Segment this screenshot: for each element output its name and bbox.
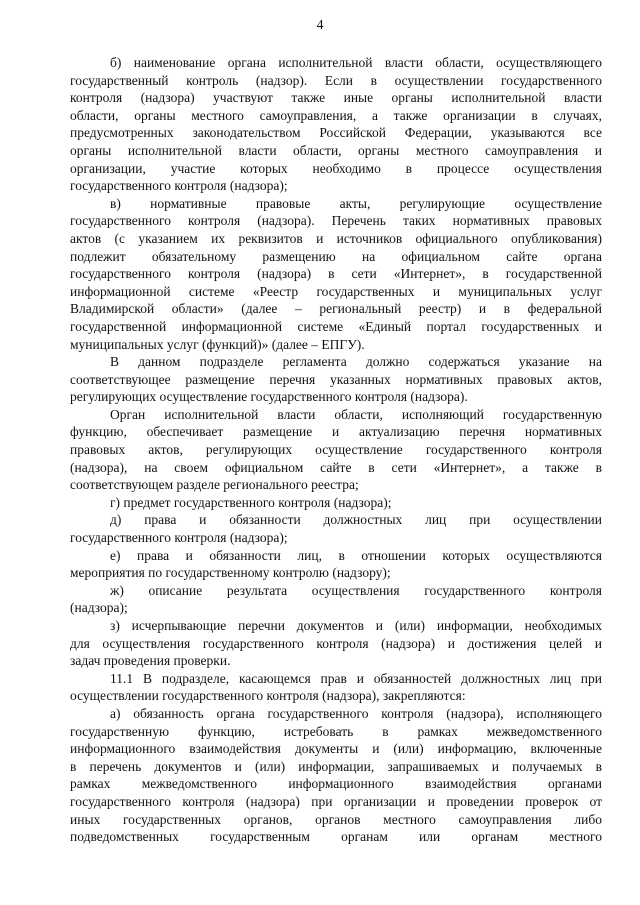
paragraph <box>70 353 602 406</box>
text-line: В данном подразделе регламента должно содержаться указание на <box>110 354 602 370</box>
paragraph <box>70 511 602 546</box>
paragraph <box>70 406 602 494</box>
text-line: контроля (надзора) участвуют также иные органы исполнительной власти <box>70 90 602 106</box>
text-line: государственного контроля (надзора). Перечень таких нормативных правовых <box>70 213 602 229</box>
text-line: предусмотренных законодательством Российской Федерации, указываются все <box>70 125 602 141</box>
text-line: информационной системе «Реестр государственных и муниципальных услуг <box>70 283 602 299</box>
text-line: мероприятия по государственному контролю (надзору); <box>70 565 391 581</box>
text-line: регулирующих осуществление государственного контроля (надзора). <box>70 389 468 405</box>
text-line: Орган исполнительной власти области, исполняющий государственную <box>110 406 602 422</box>
text-line: актов (с указанием их реквизитов и источников официального опубликования) <box>70 230 602 246</box>
text-line: д) права и обязанности должностных лиц при осуществлении <box>110 512 602 528</box>
page-number: 4 <box>316 18 324 33</box>
text-line: иных государственных органов, органов местного самоуправления либо <box>70 811 602 827</box>
text-line: в перечень документов и (или) информации, запрашиваемых и получаемых в <box>70 758 602 774</box>
text-line: государственной информационной системе «Единый портал государственных и <box>70 318 602 334</box>
text-line: государственного контроля (надзора) в сети «Интернет», в государственной <box>70 266 602 282</box>
text-line: государственную функцию, истребовать в рамках межведомственного <box>70 723 602 739</box>
text-line: государственного контроля (надзора); <box>70 178 288 194</box>
text-line: з) исчерпывающие перечни документов и (или) информации, необходимых <box>110 618 602 633</box>
text-line: подлежит обязательному размещению на официальном сайте органа <box>70 248 602 264</box>
text-line: (надзора); <box>70 600 128 616</box>
text-line: 11.1 В подразделе, касающемся прав и обязанностей должностных лиц при <box>110 670 602 686</box>
paragraph <box>70 547 602 582</box>
text-line: информационного взаимодействия документы и (или) информацию, включенные <box>70 741 602 757</box>
paragraph <box>70 617 602 670</box>
paragraph <box>70 582 602 617</box>
text-line: е) права и обязанности лиц, в отношении которых осуществляются <box>110 547 602 563</box>
text-line: осуществлении государственного контроля (надзора), закрепляются: <box>70 688 466 704</box>
text-line: г) предмет государственного контроля (надзора); <box>110 494 392 510</box>
text-line: государственного контроля (надзора) при организации и проведении проверок от <box>70 793 602 809</box>
text-line: Владимирской области» (далее – региональный реестр) и в федеральной <box>70 301 602 317</box>
text-line: рамках межведомственного информационного взаимодействия органами <box>70 776 602 792</box>
text-line: организации, участие которых необходимо в процессе осуществления <box>70 160 602 176</box>
text-line: области, органы местного самоуправления, а также организации в случаях, <box>70 107 602 123</box>
text-line: соответствующее размещение перечня указанных нормативных правовых актов, <box>70 371 602 387</box>
document-body <box>70 54 602 846</box>
text-line: органы исполнительной власти области, органы местного самоуправления и <box>70 142 602 158</box>
text-line: б) наименование органа исполнительной власти области, осуществляющего <box>110 55 602 70</box>
text-line: (надзора), на своем официальном сайте в сети «Интернет», а также в <box>70 459 602 475</box>
text-line: государственный контроль (надзор). Если в осуществлении государственного <box>70 72 602 88</box>
text-line: а) обязанность органа государственного контроля (надзора), исполняющего <box>110 705 602 721</box>
paragraph <box>70 195 602 353</box>
text-line: соответствующем разделе регионального реестра; <box>70 477 359 493</box>
text-line: задач проведения проверки. <box>70 653 231 669</box>
text-line: подведомственных государственным органам или органам местного <box>70 829 602 845</box>
text-line: государственного контроля (надзора); <box>70 530 288 546</box>
text-line: муниципальных услуг (функций)» (далее – ЕПГУ). <box>70 336 365 352</box>
text-line: для осуществления государственного контроля (надзора) и достижения целей и <box>70 635 602 651</box>
text-line: в) нормативные правовые акты, регулирующие осуществление <box>110 195 602 211</box>
text-line: правовых актов, регулирующих осуществление государственного контроля <box>70 442 602 458</box>
paragraph <box>70 54 602 195</box>
paragraph <box>70 705 602 846</box>
text-line: ж) описание результата осуществления государственного контроля <box>110 582 602 598</box>
text-line: функцию, обеспечивает размещение и актуализацию перечня нормативных <box>70 424 602 440</box>
paragraph <box>70 670 602 705</box>
paragraph <box>70 494 602 512</box>
